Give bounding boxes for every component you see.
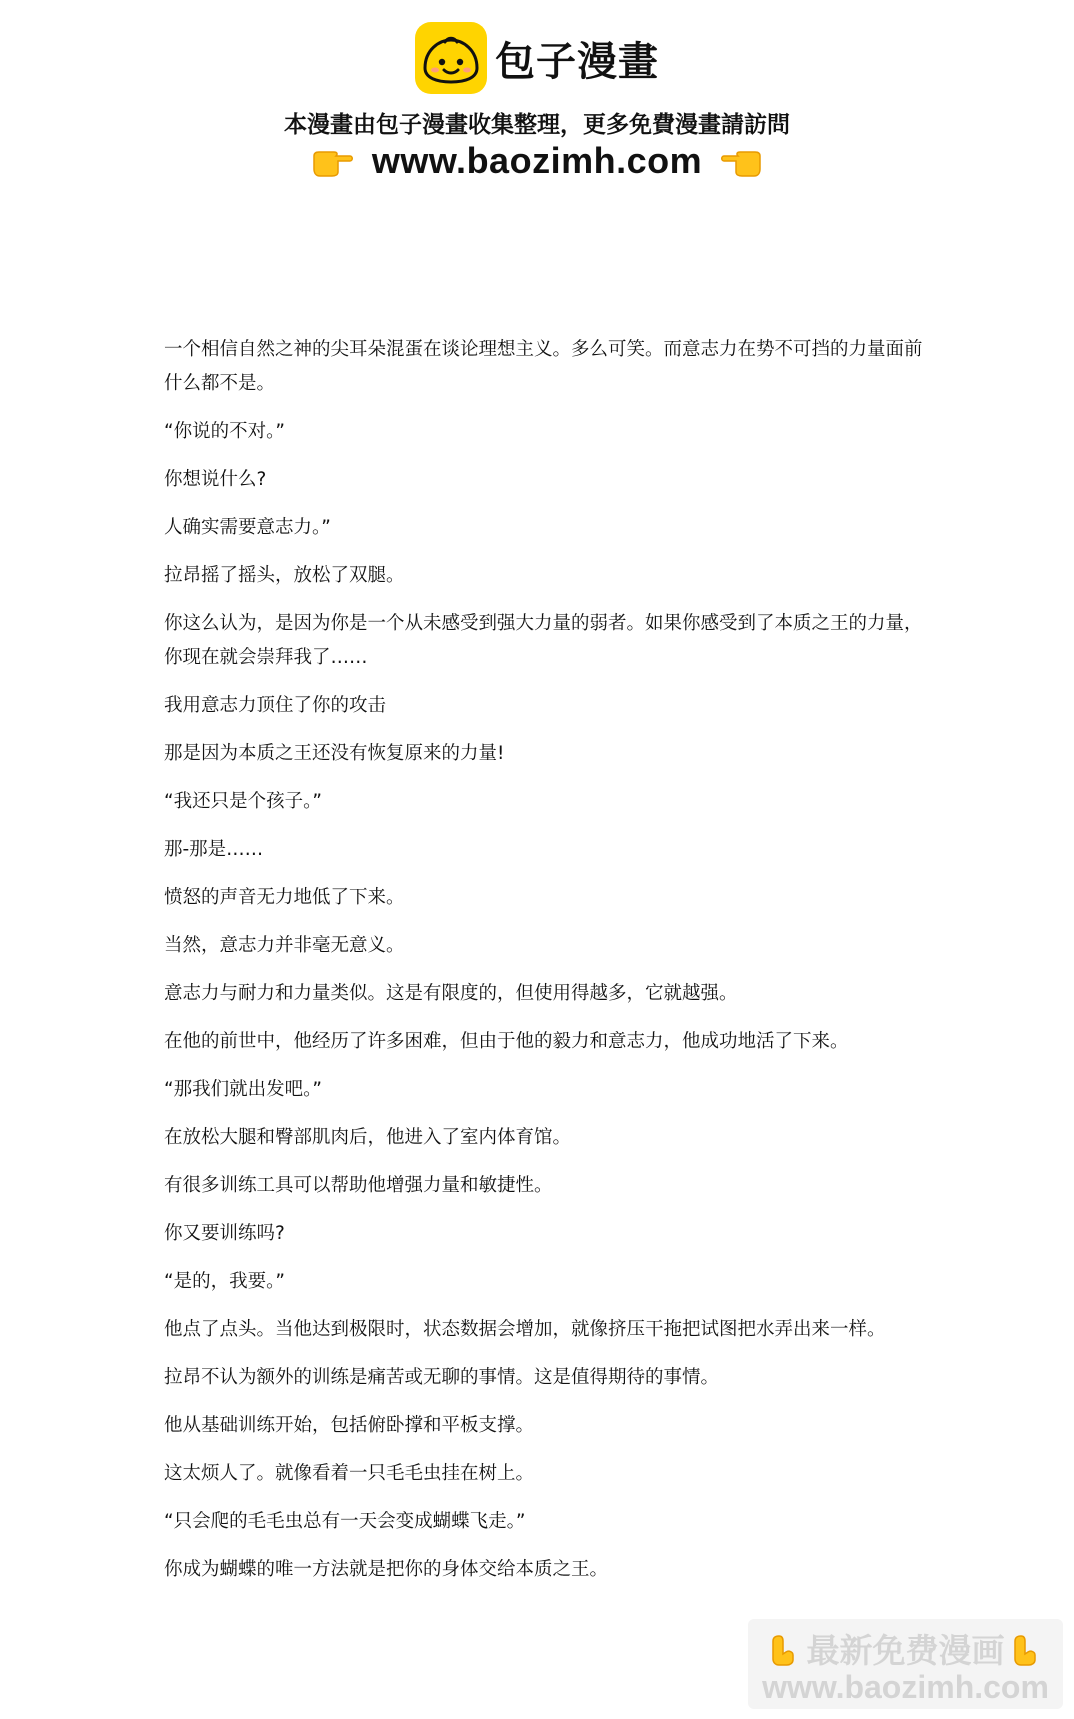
site-header [0, 0, 1074, 200]
paragraph: 你想说什么? [164, 469, 267, 490]
paragraph: 这太烦人了。就像看着一只毛毛虫挂在树上。 [164, 1463, 535, 1484]
watermark-title: 最新免费漫画 [806, 1631, 1005, 1670]
paragraph: 意志力与耐力和力量类似。这是有限度的，但使用得越多，它就越强。 [164, 983, 738, 1004]
paragraph: 他从基础训练开始，包括俯卧撑和平板支撑。 [164, 1415, 535, 1436]
logo-row [0, 22, 1074, 94]
tagline: 本漫畫由包子漫畫收集整理，更多免費漫畫請訪問 [284, 112, 790, 138]
paragraph: 你成为蝴蝶的唯一方法就是把你的身体交给本质之王。 [164, 1559, 609, 1580]
paragraph: 在放松大腿和臀部肌肉后，他进入了室内体育馆。 [164, 1127, 572, 1148]
watermark-url: www.baozimh.com [762, 1669, 1049, 1705]
paragraph: 有很多训练工具可以帮助他增强力量和敏捷性。 [164, 1175, 553, 1196]
paragraph: 在他的前世中，他经历了许多困难，但由于他的毅力和意志力，他成功地活了下来。 [164, 1031, 849, 1052]
bun-face-icon [415, 22, 487, 94]
paragraph: 当然，意志力并非毫无意义。 [164, 935, 405, 956]
pointing-down-hand-icon [769, 1632, 801, 1666]
watermark-badge [748, 1619, 1063, 1709]
pointing-right-hand-icon [310, 144, 354, 178]
paragraph: 你这么认为，是因为你是一个从未感受到强大力量的弱者。如果你感受到了本质之王的力量，你现在就会崇拜我了…… [164, 613, 923, 668]
pointing-down-hand-icon [1011, 1632, 1043, 1666]
paragraph: “是的，我要。” [164, 1271, 285, 1292]
paragraph: 那是因为本质之王还没有恢复原来的力量! [164, 743, 505, 764]
paragraph: 那-那是…… [164, 839, 264, 860]
pointing-left-hand-icon [720, 144, 764, 178]
brand-name: 包子漫畫 [495, 38, 659, 85]
paragraph: 人确实需要意志力。” [164, 517, 331, 538]
paragraph: 愤怒的声音无力地低了下来。 [164, 887, 405, 908]
paragraph: “只会爬的毛毛虫总有一天会变成蝴蝶飞走。” [164, 1511, 526, 1532]
watermark-title-row [748, 1625, 1063, 1672]
paragraph: 我用意志力顶住了你的攻击 [164, 695, 387, 716]
paragraph: 他点了点头。当他达到极限时，状态数据会增加，就像挤压干拖把试图把水弄出来一样。 [164, 1319, 886, 1340]
paragraph: “那我们就出发吧。” [164, 1079, 322, 1100]
paragraph: “我还只是个孩子。” [164, 791, 322, 812]
paragraph: “你说的不对。” [164, 421, 285, 442]
site-url-link[interactable]: www.baozimh.com [371, 140, 703, 181]
paragraph: 一个相信自然之神的尖耳朵混蛋在谈论理想主义。多么可笑。而意志力在势不可挡的力量面前什么都不是。 [164, 339, 923, 394]
url-row [0, 140, 1074, 182]
paragraph: 拉昂摇了摇头，放松了双腿。 [164, 565, 405, 586]
chapter-text [164, 333, 934, 1601]
paragraph: 你又要训练吗? [164, 1223, 285, 1244]
paragraph: 拉昂不认为额外的训练是痛苦或无聊的事情。这是值得期待的事情。 [164, 1367, 720, 1388]
